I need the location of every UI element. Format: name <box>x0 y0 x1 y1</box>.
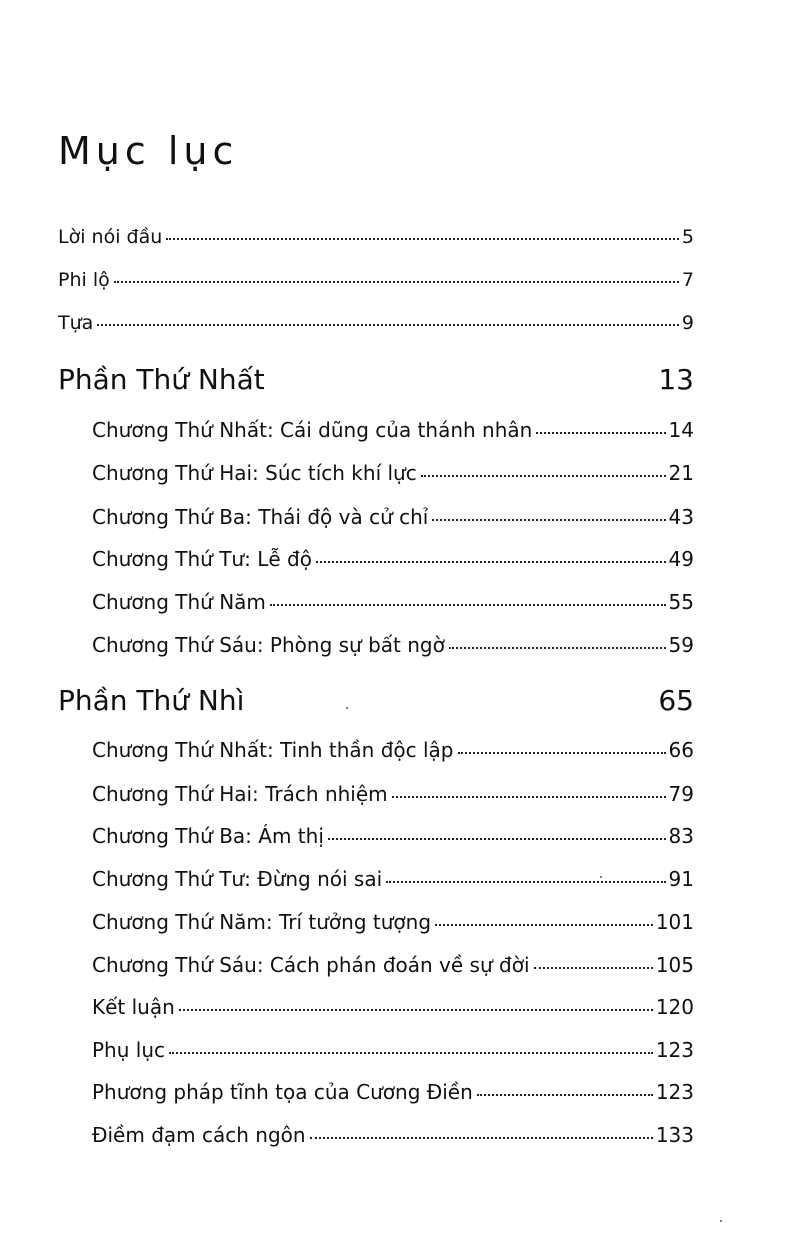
dot-leader <box>270 604 666 606</box>
scan-speck <box>720 1220 722 1222</box>
toc-entry-label: Điềm đạm cách ngôn <box>92 1123 306 1147</box>
toc-chapter-entry[interactable] <box>92 1080 694 1104</box>
part-title: Phần Thứ Nhì <box>58 684 245 717</box>
dot-leader <box>97 324 679 326</box>
dot-leader <box>435 924 653 926</box>
dot-leader <box>534 967 653 969</box>
part-page: 65 <box>658 684 694 717</box>
toc-entry-page: 59 <box>668 633 694 657</box>
toc-entry-tua[interactable] <box>58 312 694 334</box>
toc-entry-label: Kết luận <box>92 995 175 1019</box>
toc-entry-page: 105 <box>655 953 694 977</box>
toc-entry-label: Tựa <box>58 312 94 334</box>
toc-chapter-entry[interactable] <box>92 590 694 614</box>
toc-entry-page: 101 <box>655 910 694 934</box>
dot-leader <box>458 752 666 754</box>
toc-entry-label: Lời nói đầu <box>58 226 163 248</box>
toc-entry-label: Phi lộ <box>58 269 110 291</box>
part-heading-2[interactable] <box>58 684 694 717</box>
toc-entry-page: 49 <box>668 547 694 571</box>
toc-chapter-entry[interactable] <box>92 418 694 442</box>
toc-chapter-entry[interactable] <box>92 738 694 762</box>
toc-entry-label: Chương Thứ Nhất: Tinh thần độc lập <box>92 738 454 762</box>
scan-speck <box>346 707 348 709</box>
toc-chapter-entry[interactable] <box>92 547 694 571</box>
dot-leader <box>536 432 665 434</box>
scan-speck <box>600 876 602 878</box>
toc-entry-page: 120 <box>655 995 694 1019</box>
toc-chapter-entry[interactable] <box>92 1038 694 1062</box>
toc-entry-preface[interactable] <box>58 226 694 248</box>
toc-chapter-entry[interactable] <box>92 910 694 934</box>
toc-entry-page: 5 <box>681 226 694 248</box>
toc-entry-page: 123 <box>655 1080 694 1104</box>
toc-chapter-entry[interactable] <box>92 1123 694 1147</box>
toc-entry-page: 83 <box>668 824 694 848</box>
dot-leader <box>328 838 666 840</box>
dot-leader <box>169 1052 653 1054</box>
toc-entry-label: Chương Thứ Năm <box>92 590 266 614</box>
toc-entry-page: 79 <box>668 782 694 806</box>
page-title: Mục lục <box>58 129 239 173</box>
dot-leader <box>477 1094 653 1096</box>
toc-chapter-entry[interactable] <box>92 461 694 485</box>
toc-chapter-entry[interactable] <box>92 995 694 1019</box>
toc-chapter-entry[interactable] <box>92 953 694 977</box>
toc-entry-label: Chương Thứ Sáu: Phòng sự bất ngờ <box>92 633 445 657</box>
dot-leader <box>432 519 665 521</box>
toc-entry-label: Chương Thứ Năm: Trí tưởng tượng <box>92 910 432 934</box>
dot-leader <box>386 881 665 883</box>
toc-chapter-entry[interactable] <box>92 782 694 806</box>
toc-entry-page: 66 <box>668 738 694 762</box>
toc-entry-label: Chương Thứ Tư: Đừng nói sai <box>92 867 383 891</box>
toc-entry-label: Phương pháp tĩnh tọa của Cương Điền <box>92 1080 473 1104</box>
toc-entry-page: 55 <box>668 590 694 614</box>
toc-entry-label: Chương Thứ Nhất: Cái dũng của thánh nhân <box>92 418 533 442</box>
toc-chapter-entry[interactable] <box>92 867 694 891</box>
toc-entry-label: Chương Thứ Ba: Ám thị <box>92 824 324 848</box>
dot-leader <box>179 1009 653 1011</box>
part-page: 13 <box>658 363 694 396</box>
part-heading-1[interactable] <box>58 363 694 396</box>
toc-entry-phi-lo[interactable] <box>58 269 694 291</box>
toc-entry-page: 14 <box>668 418 694 442</box>
toc-entry-label: Chương Thứ Hai: Trách nhiệm <box>92 782 388 806</box>
toc-entry-page: 43 <box>668 505 694 529</box>
dot-leader <box>392 796 666 798</box>
dot-leader <box>316 561 666 563</box>
toc-entry-page: 123 <box>655 1038 694 1062</box>
dot-leader <box>449 647 666 649</box>
toc-chapter-entry[interactable] <box>92 633 694 657</box>
dot-leader <box>310 1137 653 1139</box>
toc-entry-label: Phụ lục <box>92 1038 165 1062</box>
part-title: Phần Thứ Nhất <box>58 363 265 396</box>
toc-entry-label: Chương Thứ Ba: Thái độ và cử chỉ <box>92 505 429 529</box>
toc-chapter-entry[interactable] <box>92 505 694 529</box>
toc-chapter-entry[interactable] <box>92 824 694 848</box>
toc-entry-label: Chương Thứ Tư: Lễ độ <box>92 547 312 571</box>
dot-leader <box>421 475 666 477</box>
toc-entry-page: 133 <box>655 1123 694 1147</box>
toc-entry-label: Chương Thứ Hai: Súc tích khí lực <box>92 461 417 485</box>
toc-entry-page: 9 <box>681 312 694 334</box>
toc-entry-label: Chương Thứ Sáu: Cách phán đoán về sự đời <box>92 953 530 977</box>
toc-entry-page: 7 <box>681 269 694 291</box>
dot-leader <box>166 238 679 240</box>
dot-leader <box>114 281 679 283</box>
toc-entry-page: 21 <box>668 461 694 485</box>
toc-entry-page: 91 <box>668 867 694 891</box>
